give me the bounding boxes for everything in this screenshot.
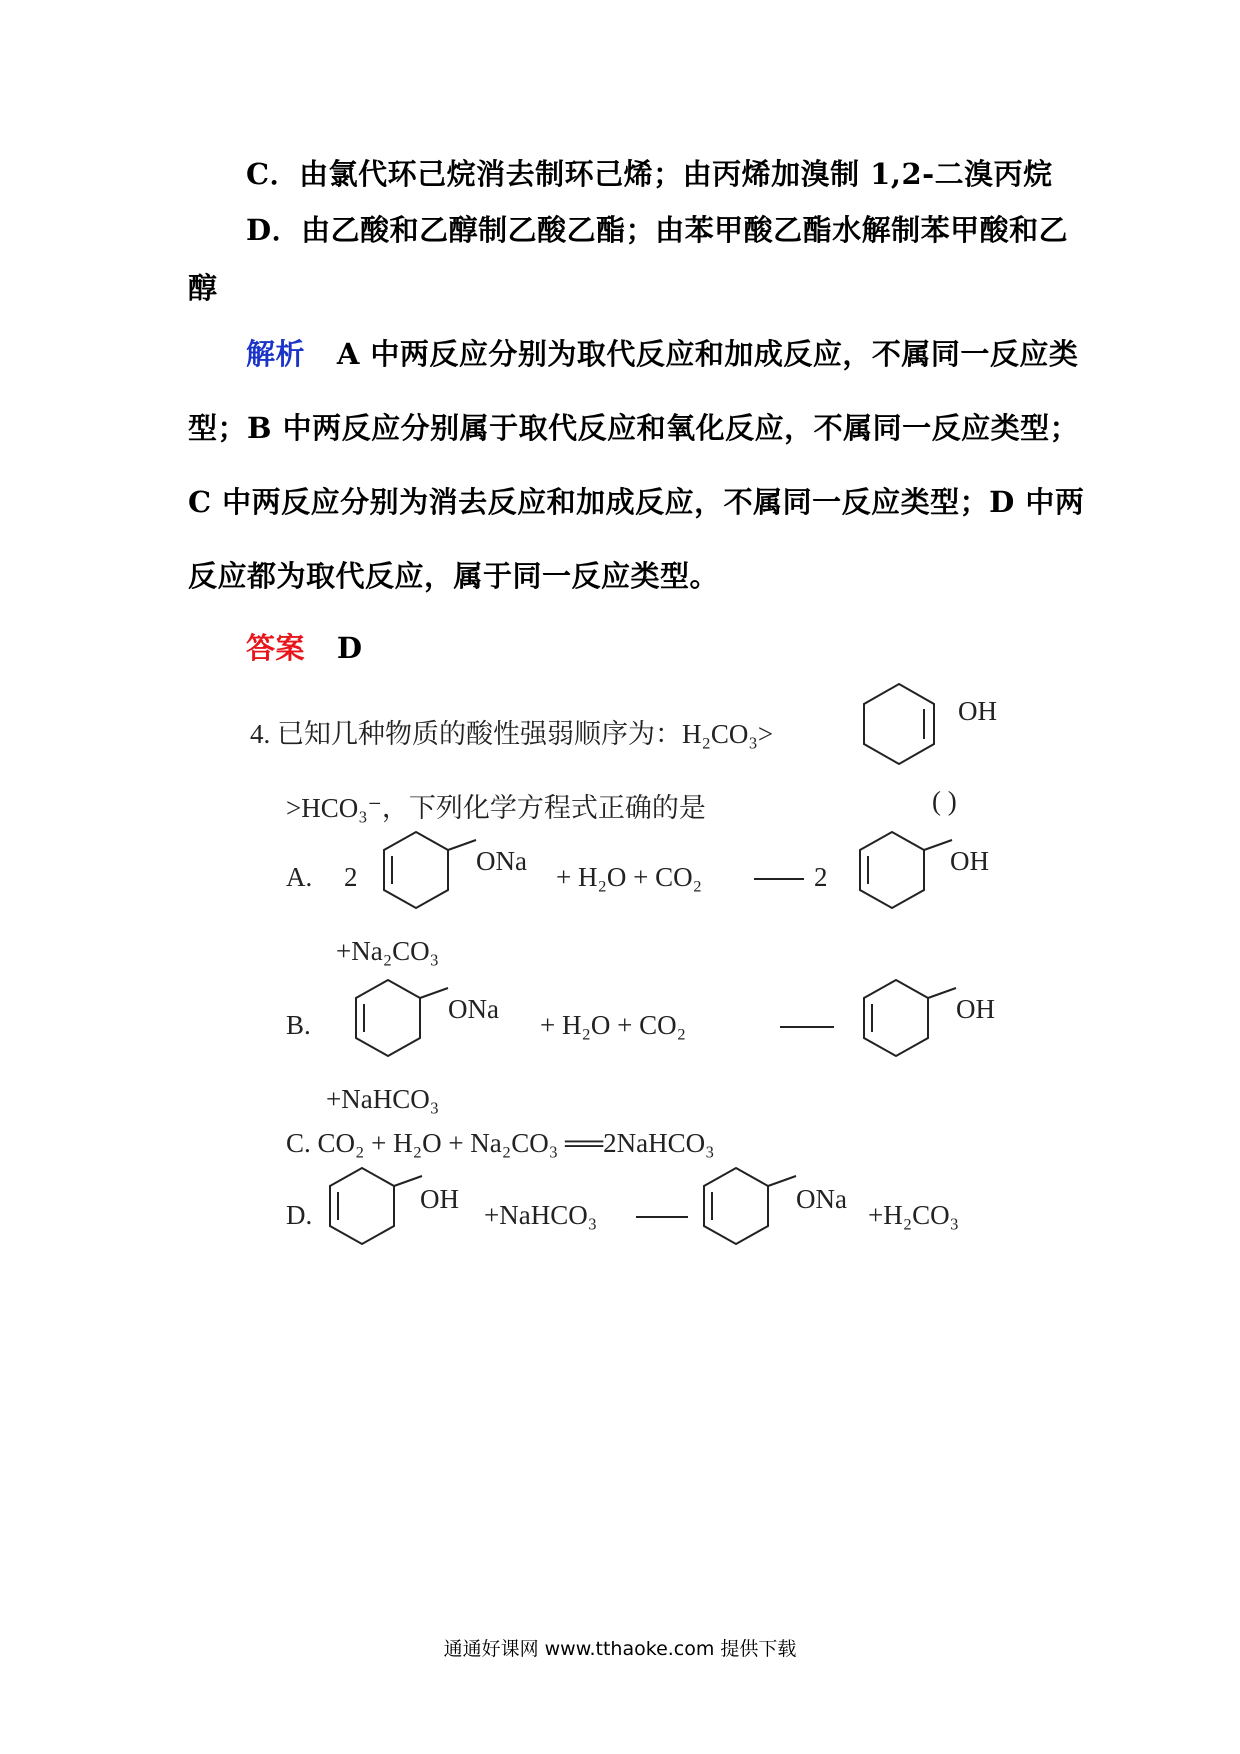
option-b-oh: OH	[956, 994, 995, 1024]
analysis-label: 解析	[246, 337, 306, 371]
option-d-ona: ONa	[796, 1184, 847, 1214]
benzene-ring-d-left	[330, 1168, 394, 1258]
analysis-line3: C 中两反应分别为消去反应和加成反应，不属同一反应类型；D 中两	[188, 485, 1085, 519]
benzene-ring-a-left	[384, 832, 448, 922]
option-d-arrow	[636, 1216, 688, 1218]
answer-line	[246, 626, 362, 667]
analysis-text-1: A 中两反应分别为取代反应和加成反应，不属同一反应类	[336, 337, 1079, 371]
q4-stem-part1	[250, 712, 773, 751]
option-a-oh: OH	[950, 846, 989, 876]
option-a-arrow-coef: 2	[814, 862, 828, 892]
option-d-line1: D．由乙酸和乙醇制乙酸乙酯；由苯甲酸乙酯水解制苯甲酸和乙	[246, 213, 1069, 247]
analysis-line1	[246, 332, 1078, 373]
q4-answer-bracket: ( )	[932, 786, 957, 816]
option-d-oh: OH	[420, 1184, 459, 1214]
option-a-ona: ONa	[476, 846, 527, 876]
analysis-line2: 型；B 中两反应分别属于取代反应和氧化反应，不属同一反应类型；	[188, 411, 1080, 445]
analysis-line4: 反应都为取代反应，属于同一反应类型。	[188, 559, 720, 593]
benzene-ring-stem	[864, 684, 934, 774]
option-b-tail: +NaHCO₃	[326, 1084, 440, 1114]
option-c: C．由氯代环己烷消去制环己烯；由丙烯加溴制 1,2-二溴丙烷	[246, 157, 1053, 191]
option-c-equation: C. CO₂ + H₂O + Na₂CO₃ ══2NaHCO₃	[286, 1128, 715, 1158]
option-a-arrow	[754, 878, 804, 880]
footer-source: 通通好课网 www.tthaoke.com 提供下载	[443, 1638, 797, 1660]
option-d-tail: +H₂CO₃	[868, 1200, 960, 1230]
option-d-label: D.	[286, 1200, 313, 1230]
option-a-tail: +Na₂CO₃	[336, 936, 440, 966]
benzene-ring-b-left	[356, 980, 420, 1070]
answer-value: D	[336, 631, 363, 665]
answer-label: 答案	[246, 631, 306, 665]
benzene-ring-d-right	[704, 1168, 768, 1258]
option-d-line2: 醇	[188, 271, 218, 305]
option-a-label: A.	[286, 862, 313, 892]
option-b-reagents: + H₂O + CO₂	[540, 1010, 687, 1040]
option-b-label: B.	[286, 1010, 311, 1040]
option-b-ona: ONa	[448, 994, 499, 1024]
q4-oh-label: OH	[958, 696, 997, 726]
q4-stem-part2: >HCO₃⁻，下列化学方程式正确的是	[286, 793, 706, 823]
benzene-ring-b-right	[864, 980, 928, 1070]
option-a-coef: 2	[344, 862, 358, 892]
option-b-arrow	[780, 1026, 834, 1028]
q4-stem-text: 4. 已知几种物质的酸性强弱顺序为：	[250, 719, 682, 749]
option-d-reagent: +NaHCO₃	[484, 1200, 598, 1230]
q4-h2co3: H₂CO₃>	[682, 719, 774, 749]
option-a-reagents: + H₂O + CO₂	[556, 862, 703, 892]
benzene-ring-a-right	[860, 832, 924, 922]
